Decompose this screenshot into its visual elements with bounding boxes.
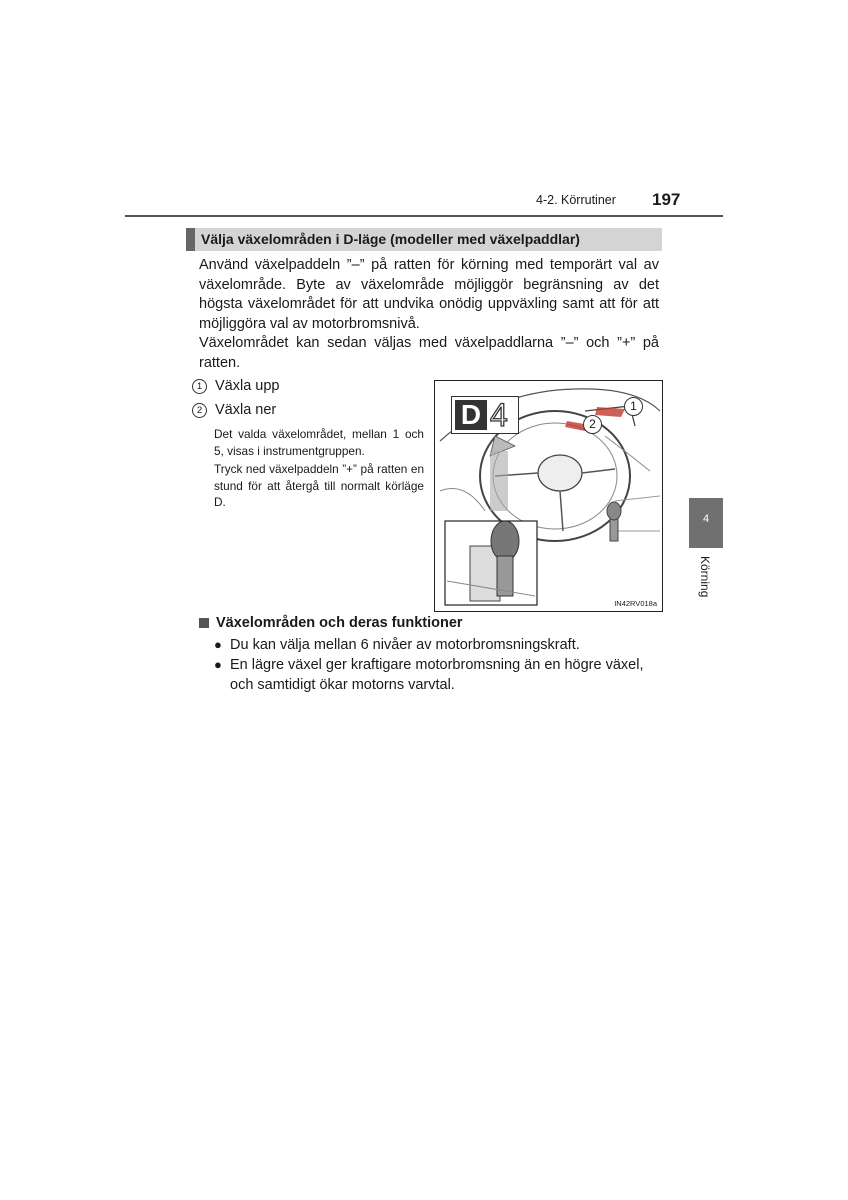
list-item-shift-up <box>192 378 280 394</box>
steering-paddle-illustration <box>434 380 663 612</box>
gear-letter: D <box>455 400 487 430</box>
list-item-label: Växla upp <box>215 378 280 394</box>
intro-paragraph-1: Använd växelpaddeln ”–” på ratten för körning med temporärt val av växelområde. Byte av växelområde möjliggör begränsning av det högsta växelområdet för att undvika onödig uppväxling samt att för att möjliggöra val av motorbromsnivå. <box>199 257 659 332</box>
bullet-item <box>214 655 664 695</box>
note-text: Tryck ned växelpaddeln ”+” på ratten en stund för att återgå till normalt körläge D. <box>214 462 424 509</box>
bullet-dot-icon: ● <box>214 657 222 672</box>
intro-text <box>199 256 659 374</box>
subsection-title <box>199 615 463 631</box>
bullet-text: En lägre växel ger kraftigare motorbromsning än en högre växel, och samtidigt ökar motorns varvtal. <box>230 657 644 693</box>
chapter-tab: 4 <box>689 498 723 548</box>
number-badge: 2 <box>192 403 207 418</box>
list-item-shift-down <box>192 402 276 418</box>
gear-digit: 4 <box>490 397 508 433</box>
callout-1: 1 <box>624 397 643 416</box>
bullet-text: Du kan välja mellan 6 nivåer av motorbromsningskraft. <box>230 637 580 653</box>
square-bullet-icon <box>199 618 209 628</box>
number-badge: 1 <box>192 379 207 394</box>
subsection-title-text: Växelområden och deras funktioner <box>216 615 463 631</box>
bullet-item <box>214 635 664 655</box>
chapter-label: Körning <box>698 556 712 598</box>
figure-code: IN42RV018a <box>614 599 657 608</box>
page-number: 197 <box>652 190 681 209</box>
gear-display <box>451 396 519 434</box>
bullet-dot-icon: ● <box>214 637 222 652</box>
note-text: Det valda växelområdet, mellan 1 och 5, visas i instrumentgruppen. <box>214 427 424 458</box>
list-item-label: Växla ner <box>215 402 277 418</box>
callout-2: 2 <box>583 415 602 434</box>
section-header: 4-2. Körrutiner <box>536 193 616 207</box>
section-title: Välja växelområden i D-läge (modeller med växelpaddlar) <box>186 228 662 251</box>
header-divider <box>125 215 723 217</box>
intro-paragraph-2: Växelområdet kan sedan väljas med växelpaddlarna ”–” och ”+” på ratten. <box>199 335 659 371</box>
